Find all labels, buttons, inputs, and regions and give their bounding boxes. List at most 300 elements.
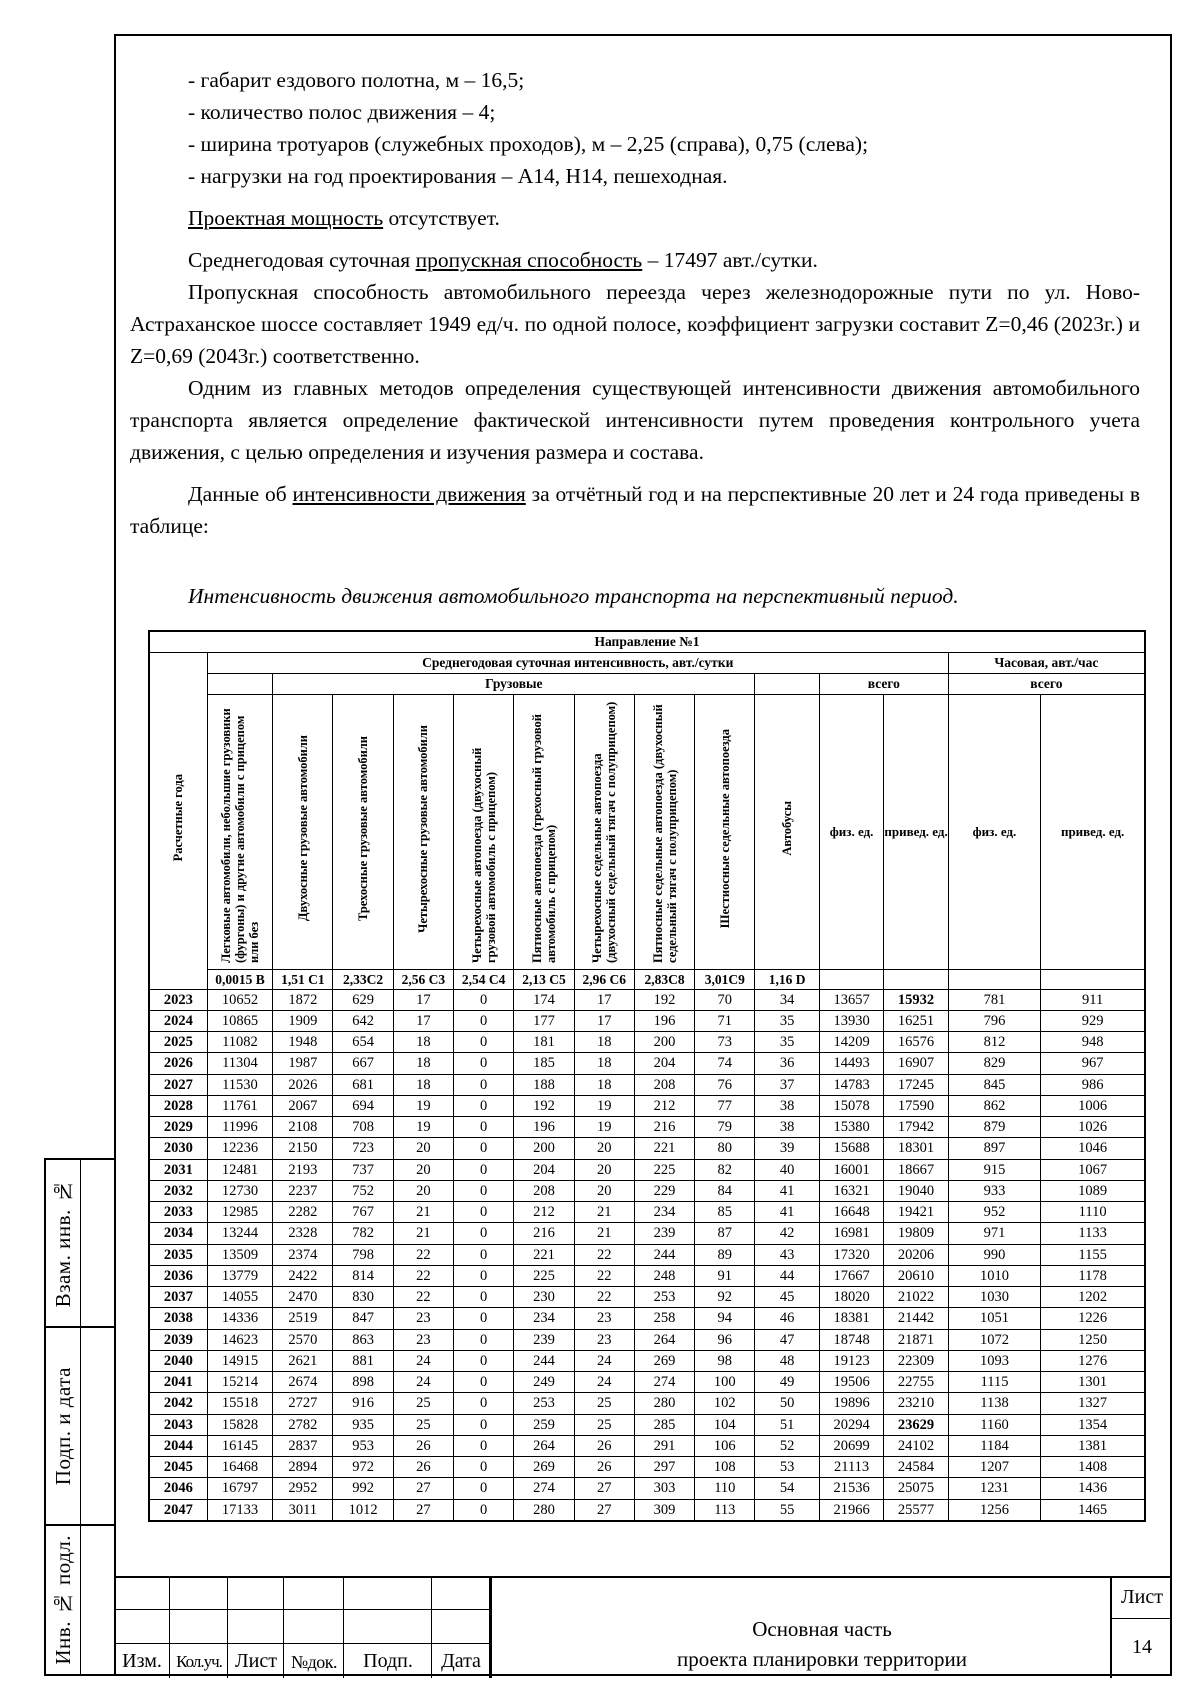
table-row xyxy=(149,1499,1145,1521)
coef-cell: 1,16 D xyxy=(755,969,819,989)
data-cell: 11761 xyxy=(207,1095,272,1116)
col-header-6axle-semi: Шестиосные седельные автопоезда xyxy=(695,694,755,969)
data-cell: 71 xyxy=(695,1010,755,1031)
table-row xyxy=(149,1074,1145,1095)
data-cell: 0 xyxy=(454,1138,514,1159)
data-cell: 91 xyxy=(695,1265,755,1286)
coef-cell: 2,56 С3 xyxy=(393,969,453,989)
data-cell: 15688 xyxy=(819,1138,883,1159)
data-cell: 708 xyxy=(333,1117,393,1138)
data-cell: 1202 xyxy=(1041,1287,1145,1308)
data-cell: 23629 xyxy=(884,1414,948,1435)
data-cell: 21022 xyxy=(884,1287,948,1308)
data-cell: 829 xyxy=(948,1053,1041,1074)
data-cell: 1250 xyxy=(1041,1329,1145,1350)
data-cell: 1354 xyxy=(1041,1414,1145,1435)
data-cell: 104 xyxy=(695,1414,755,1435)
empty-header-cell xyxy=(207,673,272,694)
data-cell: 737 xyxy=(333,1159,393,1180)
data-cell: 2621 xyxy=(273,1350,333,1371)
table-row xyxy=(149,1095,1145,1116)
data-cell: 37 xyxy=(755,1074,819,1095)
data-cell: 204 xyxy=(514,1159,574,1180)
data-cell: 17942 xyxy=(884,1117,948,1138)
data-cell: 16145 xyxy=(207,1435,272,1456)
data-cell: 20206 xyxy=(884,1244,948,1265)
data-cell: 1093 xyxy=(948,1350,1041,1371)
data-cell: 230 xyxy=(514,1287,574,1308)
data-cell: 681 xyxy=(333,1074,393,1095)
data-cell: 1276 xyxy=(1041,1350,1145,1371)
data-cell: 14209 xyxy=(819,1032,883,1053)
data-cell: 1207 xyxy=(948,1457,1041,1478)
data-cell: 21442 xyxy=(884,1308,948,1329)
coef-cell: 0,0015 В xyxy=(207,969,272,989)
data-cell: 22755 xyxy=(884,1372,948,1393)
data-cell: 1909 xyxy=(273,1010,333,1031)
empty-header-cell xyxy=(755,673,819,694)
table-caption: Интенсивность движения автомобильного транспорта на перспективный период. xyxy=(188,584,959,608)
data-cell: 285 xyxy=(634,1414,694,1435)
data-cell: 22 xyxy=(393,1244,453,1265)
data-cell: 82 xyxy=(695,1159,755,1180)
data-cell: 986 xyxy=(1041,1074,1145,1095)
data-cell: 694 xyxy=(333,1095,393,1116)
data-cell: 1067 xyxy=(1041,1159,1145,1180)
data-cell: 280 xyxy=(634,1393,694,1414)
paragraph-intensity-start: Данные об xyxy=(188,482,293,506)
data-cell: 1301 xyxy=(1041,1372,1145,1393)
stamp-label-data: Дата xyxy=(441,1650,481,1672)
data-cell: 1115 xyxy=(948,1372,1041,1393)
data-cell: 847 xyxy=(333,1308,393,1329)
data-cell: 309 xyxy=(634,1499,694,1521)
stamp-cell xyxy=(284,1578,344,1610)
data-cell: 812 xyxy=(948,1032,1041,1053)
year-cell: 2042 xyxy=(149,1393,207,1414)
table-row xyxy=(149,1372,1145,1393)
data-cell: 16321 xyxy=(819,1180,883,1201)
intensity-table xyxy=(148,630,1146,1522)
data-cell: 0 xyxy=(454,1287,514,1308)
data-cell: 2837 xyxy=(273,1435,333,1456)
data-cell: 12730 xyxy=(207,1180,272,1201)
data-cell: 814 xyxy=(333,1265,393,1286)
data-cell: 0 xyxy=(454,1265,514,1286)
data-cell: 80 xyxy=(695,1138,755,1159)
side-label-sign-date: Подп. и дата xyxy=(50,1366,75,1486)
data-cell: 106 xyxy=(695,1435,755,1456)
data-cell: 77 xyxy=(695,1095,755,1116)
data-cell: 239 xyxy=(634,1223,694,1244)
table-row xyxy=(149,1350,1145,1371)
data-cell: 177 xyxy=(514,1010,574,1031)
data-cell: 14336 xyxy=(207,1308,272,1329)
data-cell: 0 xyxy=(454,989,514,1010)
data-cell: 27 xyxy=(574,1499,634,1521)
data-cell: 0 xyxy=(454,1223,514,1244)
data-cell: 897 xyxy=(948,1138,1041,1159)
table-row xyxy=(149,1244,1145,1265)
table-row xyxy=(149,1159,1145,1180)
data-cell: 1327 xyxy=(1041,1393,1145,1414)
data-cell: 50 xyxy=(755,1393,819,1414)
data-cell: 259 xyxy=(514,1414,574,1435)
data-cell: 1006 xyxy=(1041,1095,1145,1116)
stamp-cell xyxy=(344,1610,432,1644)
data-cell: 113 xyxy=(695,1499,755,1521)
daily-total-header: всего xyxy=(819,673,948,694)
document-title xyxy=(610,1614,1034,1674)
data-cell: 723 xyxy=(333,1138,393,1159)
data-cell: 1465 xyxy=(1041,1499,1145,1521)
data-cell: 21 xyxy=(393,1202,453,1223)
year-cell: 2047 xyxy=(149,1499,207,1521)
side-block-replace-inv xyxy=(44,1158,114,1328)
data-cell: 51 xyxy=(755,1414,819,1435)
col-header-5axle-semi: Пятиосные седельные автопоезда (двухосный седельный тягач с полуприцепом) xyxy=(634,694,694,969)
data-cell: 34 xyxy=(755,989,819,1010)
year-cell: 2045 xyxy=(149,1457,207,1478)
data-cell: 22 xyxy=(393,1265,453,1286)
data-cell: 1256 xyxy=(948,1499,1041,1521)
data-cell: 25 xyxy=(393,1414,453,1435)
table-row xyxy=(149,1117,1145,1138)
data-cell: 2108 xyxy=(273,1117,333,1138)
data-cell: 234 xyxy=(634,1202,694,1223)
data-cell: 18 xyxy=(393,1074,453,1095)
data-cell: 21966 xyxy=(819,1499,883,1521)
side-label-original-inv: Инв. № подл. xyxy=(50,1535,75,1665)
data-cell: 2422 xyxy=(273,1265,333,1286)
data-cell: 89 xyxy=(695,1244,755,1265)
data-cell: 1010 xyxy=(948,1265,1041,1286)
term-throughput: пропускная способность xyxy=(415,248,643,272)
term-capacity: Проектная мощность xyxy=(188,206,384,230)
col-header-4axle-trucks: Четырехосные грузовые автомобили xyxy=(393,694,453,969)
data-cell: 0 xyxy=(454,1053,514,1074)
col-header-daily-phys: физ. ед. xyxy=(819,694,883,969)
data-cell: 2282 xyxy=(273,1202,333,1223)
data-cell: 915 xyxy=(948,1159,1041,1180)
data-cell: 20 xyxy=(574,1180,634,1201)
document-title-line2: проекта планировки территории xyxy=(677,1647,967,1671)
data-cell: 92 xyxy=(695,1287,755,1308)
data-cell: 767 xyxy=(333,1202,393,1223)
data-cell: 0 xyxy=(454,1074,514,1095)
data-cell: 933 xyxy=(948,1180,1041,1201)
data-cell: 54 xyxy=(755,1478,819,1499)
data-cell: 25577 xyxy=(884,1499,948,1521)
coef-cell: 2,83С8 xyxy=(634,969,694,989)
data-cell: 953 xyxy=(333,1435,393,1456)
stamp-divider xyxy=(1112,1618,1172,1619)
year-cell: 2031 xyxy=(149,1159,207,1180)
side-label-replace-inv: Взам. инв. № xyxy=(50,1178,75,1308)
data-cell: 0 xyxy=(454,1329,514,1350)
data-cell: 192 xyxy=(634,989,694,1010)
data-cell: 26 xyxy=(393,1435,453,1456)
table-row xyxy=(149,1223,1145,1244)
data-cell: 25 xyxy=(574,1414,634,1435)
data-cell: 303 xyxy=(634,1478,694,1499)
data-cell: 16251 xyxy=(884,1010,948,1031)
data-cell: 2150 xyxy=(273,1138,333,1159)
data-cell: 1026 xyxy=(1041,1117,1145,1138)
data-cell: 1231 xyxy=(948,1478,1041,1499)
data-cell: 18 xyxy=(574,1074,634,1095)
stamp-cell xyxy=(228,1610,284,1644)
data-cell: 17 xyxy=(574,1010,634,1031)
year-cell: 2033 xyxy=(149,1202,207,1223)
table-row xyxy=(149,1329,1145,1350)
data-cell: 94 xyxy=(695,1308,755,1329)
data-cell: 21871 xyxy=(884,1329,948,1350)
data-cell: 2237 xyxy=(273,1180,333,1201)
paragraph-throughput xyxy=(130,244,1140,276)
data-cell: 27 xyxy=(393,1499,453,1521)
table-row xyxy=(149,1138,1145,1159)
year-cell: 2027 xyxy=(149,1074,207,1095)
data-cell: 2952 xyxy=(273,1478,333,1499)
data-cell: 17 xyxy=(393,989,453,1010)
data-cell: 19421 xyxy=(884,1202,948,1223)
coef-cell: 2,13 С5 xyxy=(514,969,574,989)
data-cell: 2328 xyxy=(273,1223,333,1244)
data-cell: 1012 xyxy=(333,1499,393,1521)
data-cell: 1110 xyxy=(1041,1202,1145,1223)
data-cell: 244 xyxy=(514,1350,574,1371)
data-cell: 18020 xyxy=(819,1287,883,1308)
data-cell: 216 xyxy=(634,1117,694,1138)
data-cell: 274 xyxy=(514,1478,574,1499)
year-cell: 2030 xyxy=(149,1138,207,1159)
data-cell: 629 xyxy=(333,989,393,1010)
data-cell: 18667 xyxy=(884,1159,948,1180)
year-cell: 2025 xyxy=(149,1032,207,1053)
data-cell: 19809 xyxy=(884,1223,948,1244)
data-cell: 911 xyxy=(1041,989,1145,1010)
year-cell: 2034 xyxy=(149,1223,207,1244)
table-row xyxy=(149,1180,1145,1201)
stamp-cell xyxy=(432,1578,490,1610)
data-cell: 2782 xyxy=(273,1414,333,1435)
data-cell: 24 xyxy=(574,1350,634,1371)
coef-cell xyxy=(948,969,1041,989)
data-cell: 25 xyxy=(574,1393,634,1414)
data-cell: 38 xyxy=(755,1095,819,1116)
data-cell: 26 xyxy=(574,1457,634,1478)
year-cell: 2036 xyxy=(149,1265,207,1286)
paragraph-intensity-rest: за отчётный год и на перспективные 20 лет и 24 года приведены в таблице: xyxy=(130,482,1140,538)
col-header-cars: Легковые автомобили, небольшие грузовики (фургоны) и другие автомобили с прицепом или без xyxy=(207,694,272,969)
data-cell: 20 xyxy=(574,1138,634,1159)
data-cell: 258 xyxy=(634,1308,694,1329)
table-row xyxy=(149,1053,1145,1074)
data-cell: 46 xyxy=(755,1308,819,1329)
year-cell: 2028 xyxy=(149,1095,207,1116)
data-cell: 15078 xyxy=(819,1095,883,1116)
paragraph-capacity-rest: отсутствует. xyxy=(383,206,500,230)
stamp-label-koluch: Кол.уч. xyxy=(176,1652,222,1671)
paragraph-capacity xyxy=(130,202,1140,234)
data-cell: 16907 xyxy=(884,1053,948,1074)
table-row xyxy=(149,1457,1145,1478)
data-cell: 18 xyxy=(393,1053,453,1074)
data-cell: 24 xyxy=(393,1372,453,1393)
data-cell: 208 xyxy=(634,1074,694,1095)
data-cell: 79 xyxy=(695,1117,755,1138)
hourly-total-header: всего xyxy=(948,673,1145,694)
table-row xyxy=(149,1265,1145,1286)
data-cell: 916 xyxy=(333,1393,393,1414)
data-cell: 2570 xyxy=(273,1329,333,1350)
data-cell: 22 xyxy=(574,1265,634,1286)
data-cell: 17667 xyxy=(819,1265,883,1286)
stamp-label-izm: Изм. xyxy=(122,1650,162,1672)
year-cell: 2044 xyxy=(149,1435,207,1456)
side-label-cell xyxy=(46,1526,81,1674)
data-cell: 21 xyxy=(393,1223,453,1244)
data-cell: 253 xyxy=(634,1287,694,1308)
data-cell: 2519 xyxy=(273,1308,333,1329)
data-cell: 2193 xyxy=(273,1159,333,1180)
data-cell: 0 xyxy=(454,1180,514,1201)
data-cell: 20 xyxy=(574,1159,634,1180)
data-cell: 967 xyxy=(1041,1053,1145,1074)
data-cell: 1089 xyxy=(1041,1180,1145,1201)
data-cell: 971 xyxy=(948,1223,1041,1244)
stamp-label-ndok: №док. xyxy=(290,1652,338,1672)
col-header-3axle-trucks: Трехосные грузовые автомобили xyxy=(333,694,393,969)
data-cell: 17 xyxy=(574,989,634,1010)
table-direction-header: Направление №1 xyxy=(149,631,1145,652)
data-cell: 19896 xyxy=(819,1393,883,1414)
data-cell: 17320 xyxy=(819,1244,883,1265)
data-cell: 87 xyxy=(695,1223,755,1244)
data-cell: 13930 xyxy=(819,1010,883,1031)
paragraph-intensity xyxy=(130,478,1140,542)
data-cell: 13509 xyxy=(207,1244,272,1265)
data-cell: 16797 xyxy=(207,1478,272,1499)
table-row xyxy=(149,1032,1145,1053)
table-row xyxy=(149,1414,1145,1435)
data-cell: 98 xyxy=(695,1350,755,1371)
coef-cell: 1,51 С1 xyxy=(273,969,333,989)
data-cell: 0 xyxy=(454,1202,514,1223)
data-cell: 229 xyxy=(634,1180,694,1201)
data-cell: 21536 xyxy=(819,1478,883,1499)
term-intensity: интенсивности движения xyxy=(292,482,526,506)
data-cell: 84 xyxy=(695,1180,755,1201)
data-cell: 863 xyxy=(333,1329,393,1350)
data-cell: 12481 xyxy=(207,1159,272,1180)
year-cell: 2037 xyxy=(149,1287,207,1308)
coef-cell: 2,54 С4 xyxy=(454,969,514,989)
data-cell: 796 xyxy=(948,1010,1041,1031)
daily-intensity-header: Среднегодовая суточная интенсивность, авт./сутки xyxy=(207,652,948,673)
year-cell: 2041 xyxy=(149,1372,207,1393)
data-cell: 16576 xyxy=(884,1032,948,1053)
col-year-header: Расчетные года xyxy=(149,652,207,989)
stamp-cell xyxy=(170,1610,228,1644)
data-cell: 73 xyxy=(695,1032,755,1053)
data-cell: 642 xyxy=(333,1010,393,1031)
data-cell: 48 xyxy=(755,1350,819,1371)
coef-cell xyxy=(819,969,883,989)
data-cell: 15380 xyxy=(819,1117,883,1138)
data-cell: 212 xyxy=(634,1095,694,1116)
data-cell: 0 xyxy=(454,1117,514,1138)
data-cell: 13657 xyxy=(819,989,883,1010)
data-cell: 1226 xyxy=(1041,1308,1145,1329)
data-cell: 225 xyxy=(634,1159,694,1180)
data-cell: 18 xyxy=(574,1032,634,1053)
data-cell: 17133 xyxy=(207,1499,272,1521)
data-cell: 2674 xyxy=(273,1372,333,1393)
stamp-divider xyxy=(490,1578,492,1678)
table-row xyxy=(149,989,1145,1010)
data-cell: 1948 xyxy=(273,1032,333,1053)
data-cell: 1872 xyxy=(273,989,333,1010)
data-cell: 1072 xyxy=(948,1329,1041,1350)
col-header-2axle-trucks: Двухосные грузовые автомобили xyxy=(273,694,333,969)
data-cell: 3011 xyxy=(273,1499,333,1521)
data-cell: 185 xyxy=(514,1053,574,1074)
stamp-label-list: Лист xyxy=(235,1650,277,1672)
data-cell: 1138 xyxy=(948,1393,1041,1414)
data-cell: 1436 xyxy=(1041,1478,1145,1499)
data-cell: 18 xyxy=(393,1032,453,1053)
data-cell: 2067 xyxy=(273,1095,333,1116)
side-block-sign-date xyxy=(44,1326,114,1526)
col-header-hourly-phys: физ. ед. xyxy=(948,694,1041,969)
data-cell: 85 xyxy=(695,1202,755,1223)
data-cell: 269 xyxy=(634,1350,694,1371)
data-cell: 22 xyxy=(574,1287,634,1308)
data-cell: 1133 xyxy=(1041,1223,1145,1244)
data-cell: 18 xyxy=(574,1053,634,1074)
data-cell: 1155 xyxy=(1041,1244,1145,1265)
data-cell: 280 xyxy=(514,1499,574,1521)
table-row xyxy=(149,1435,1145,1456)
data-cell: 49 xyxy=(755,1372,819,1393)
data-cell: 15932 xyxy=(884,989,948,1010)
data-cell: 14623 xyxy=(207,1329,272,1350)
data-cell: 253 xyxy=(514,1393,574,1414)
stamp-label-podp: Подп. xyxy=(363,1650,413,1672)
data-cell: 667 xyxy=(333,1053,393,1074)
data-cell: 1160 xyxy=(948,1414,1041,1435)
data-cell: 24102 xyxy=(884,1435,948,1456)
data-cell: 216 xyxy=(514,1223,574,1244)
year-cell: 2043 xyxy=(149,1414,207,1435)
data-cell: 25 xyxy=(393,1393,453,1414)
table-row xyxy=(149,1478,1145,1499)
table-row xyxy=(149,1202,1145,1223)
document-body xyxy=(130,64,1140,612)
data-cell: 39 xyxy=(755,1138,819,1159)
data-cell: 2470 xyxy=(273,1287,333,1308)
year-cell: 2029 xyxy=(149,1117,207,1138)
data-cell: 19 xyxy=(393,1117,453,1138)
data-cell: 26 xyxy=(574,1435,634,1456)
data-cell: 20294 xyxy=(819,1414,883,1435)
data-cell: 0 xyxy=(454,1457,514,1478)
data-cell: 20 xyxy=(393,1180,453,1201)
data-cell: 992 xyxy=(333,1478,393,1499)
data-cell: 24 xyxy=(574,1372,634,1393)
